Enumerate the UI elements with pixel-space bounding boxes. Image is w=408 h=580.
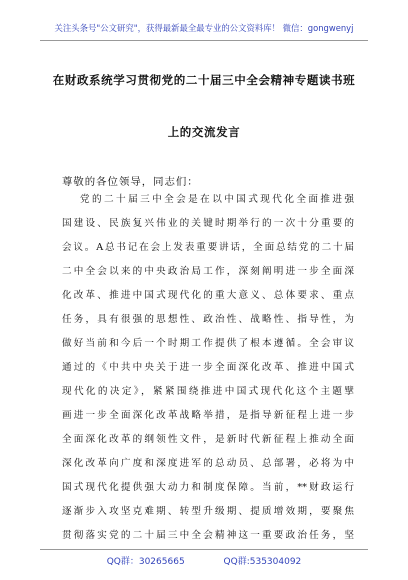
footer-qq-group-2: QQ群:535304092 <box>223 557 302 567</box>
body-line: 深化改革向广度和深度进军的总动员、总部署，必将为中 <box>62 458 354 469</box>
body-line: 做好当前和今后一个时期工作提供了根本遵循。全会审议 <box>62 338 354 349</box>
body-line: 全面深化改革的纲领性文件，是新时代新征程上推动全面 <box>62 434 354 445</box>
body-line: 画进一步全面深化改革战略举措，是指导新征程上进一步 <box>62 410 354 421</box>
footer-divider <box>40 549 368 550</box>
footer <box>0 554 408 567</box>
body-line: 国建设、民族复兴伟业的关键时期举行的一次十分重要的 <box>62 218 354 229</box>
body-line: 会议。A总书记在会上发表重要讲话，全面总结党的二十届 <box>62 242 354 253</box>
body-line: 国式现代化提供强大动力和制度保障。当前，**财政运行 <box>62 482 354 493</box>
body-paragraph <box>62 188 354 548</box>
document-title: 在财政系统学习贯彻党的二十届三中全会精神专题读书班 <box>52 73 356 87</box>
header-banner: 关注头条号"公文研究"，获得最新最全最专业的公文资料库！ 微信：gongwenyj <box>54 23 354 33</box>
header-divider <box>40 40 368 41</box>
body-line: 逐渐步入攻坚克难期、转型升级期、提质增效期，要聚焦 <box>62 506 354 517</box>
body-line: 现代化的决定》，紧紧围绕推进中国式现代化这个主题擘 <box>62 386 354 397</box>
body-line: 贯彻落实党的二十届三中全会精神这一重要政治任务，坚 <box>62 530 354 541</box>
body-line: 党的二十届三中全会是在以中国式现代化全面推进强 <box>80 194 354 205</box>
body-line: 通过的《中共中央关于进一步全面深化改革、推进中国式 <box>62 362 354 373</box>
body-line: 二中全会以来的中央政治局工作，深刻阐明进一步全面深 <box>62 266 354 277</box>
salutation: 尊敬的各位领导，同志们： <box>62 176 199 188</box>
document-title-continued: 上的交流发言 <box>167 125 241 139</box>
body-line: 化改革、推进中国式现代化的重大意义、总体要求、重点 <box>62 290 354 301</box>
body-line: 任务，具有很强的思想性、政治性、战略性、指导性，为 <box>62 314 354 325</box>
footer-qq-group-1: QQ群：30265665 <box>106 557 185 567</box>
